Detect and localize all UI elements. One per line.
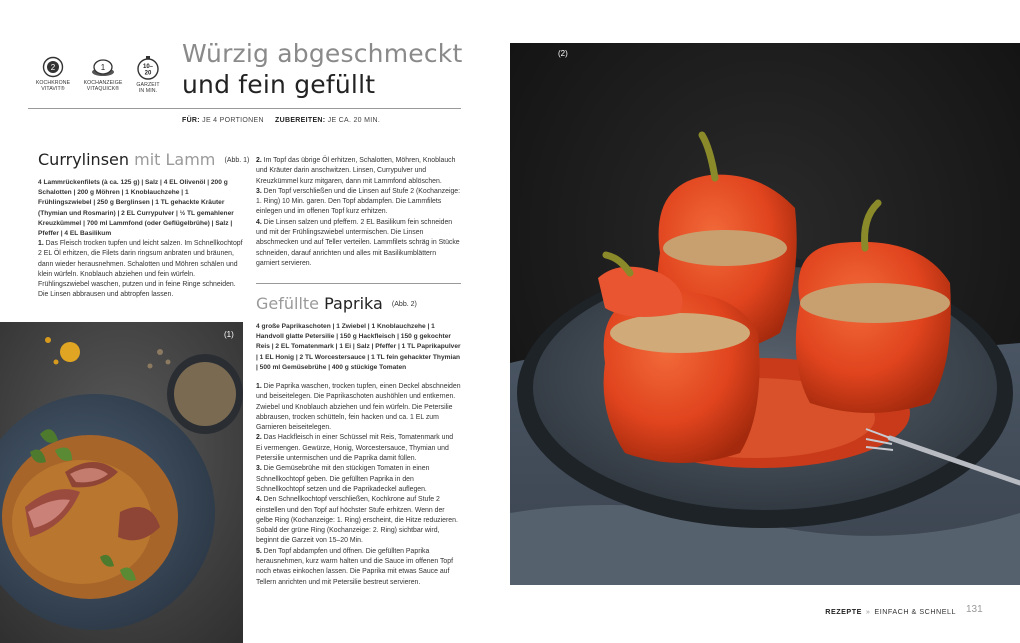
recipe1-steps-continued [256,156,461,269]
step-text: Die Gemüsebrühe mit den stückigen Tomaten in einen Schnellkochtopf geben. Die gefüllten Paprika in den Schnellkochtopf setzen und die Paprikadeckel auflegen. [256,465,430,493]
fuer-label: FÜR: [182,117,200,124]
step-number: 3. [256,465,262,473]
recipe1-title [38,150,249,169]
garzeit-icon [136,56,160,80]
svg-text:10–: 10– [142,64,154,70]
fuer-value: JE 4 PORTIONEN [202,117,264,124]
recipe2-title-b: Paprika [324,294,383,313]
kochkrone-caption-1: KOCHKRONE [35,80,71,86]
kochkrone-icon-group [33,56,73,92]
kochanzeige-caption-2: VITAQUICK® [86,86,120,92]
recipe2-ingredients: 4 große Paprikaschoten | 1 Zwiebel | 1 Knoblauchzehe | 1 Handvoll glatte Petersilie | 150 g Hackfleisch | 150 g gekochter Reis | 2 EL Tomatenmark | 1 Ei | Salz | Pfeffer | 1 TL Paprikapulver | 1 EL Honig | 2 TL Worcestersauce | 1 TL fein gehackter Thymian | 500 ml Gemüsebrühe | 400 g stückige Tomaten [256,323,461,371]
recipe1-title-a: Currylinsen [38,150,130,169]
step-text: Das Fleisch trocken tupfen und leicht salzen. Im Schnellkochtopf 2 EL Öl erhitzen, die Filets darin ringsum anbraten und bräunen, dann wieder herausnehmen. Schalotten und Möhren schälen und klein würfeln. Knoblauch abziehen und fein würfeln. Frühlingszwiebel waschen, putzen und in feine Ringe schneiden. Die Linsen abbrausen und abtropfen lassen. [38,240,243,299]
recipe2-steps [256,382,461,588]
kochkrone-icon [41,56,65,78]
kochkrone-caption-2: VITAVIT® [41,86,65,92]
recipe2-title [256,294,417,313]
zubereiten-label: ZUBEREITEN: [275,117,326,124]
garzeit-caption-1: GARZEIT [136,82,160,88]
step-text: Das Hackfleisch in einer Schüssel mit Reis, Tomatenmark und Ei vermengen. Gewürze, Honig, Worcestersauce, Thymian und Petersilie untermischen und die Paprika damit füllen. [256,434,454,463]
kochanzeige-caption-1: KOCHANZEIGE [83,80,123,86]
footer-section: REZEPTE [825,607,862,616]
header-rule [28,108,461,109]
recipe2-title-a: Gefüllte [256,294,320,313]
recipe1-title-b: mit Lamm [134,150,216,169]
peppers-photo-label: (2) [558,49,568,58]
step-number: 3. [256,187,262,195]
page-number: 131 [966,604,983,615]
step-number: 1. [256,383,262,390]
kochkrone-glyph: 2 [50,63,56,72]
kochanzeige-glyph: 1 [100,63,106,72]
kochanzeige-icon [90,56,116,78]
step-text: Den Topf verschließen und die Linsen auf Stufe 2 (Kochanzeige: 1. Ring) 10 Min. garen. Den Topf abdampfen. Die Lammfilets einlegen und im offenen Topf kurz erhitzen. [256,187,461,216]
footer-breadcrumb [825,607,956,616]
lentils-photo-label: (1) [224,330,234,339]
title-line-2: und fein gefüllt [182,70,376,99]
title-line-1: Würzig abgeschmeckt [182,39,463,68]
garzeit-caption-2: IN MIN. [138,88,158,94]
lentils-photo [0,322,243,643]
zubereiten-value: JE CA. 20 MIN. [327,117,381,124]
svg-text:20: 20 [144,70,152,77]
step-number: 4. [256,496,262,504]
recipe-meta [182,117,380,124]
recipe-divider [256,283,461,284]
recipe2-abb: (Abb. 2) [391,301,417,308]
chevron-right-icon: » [865,607,871,616]
kochanzeige-icon-group [83,56,123,92]
page-title [182,38,472,100]
recipe1-ingredients: 4 Lammrückenfilets (à ca. 125 g) | Salz | 4 EL Olivenöl | 200 g Schalotten | 200 g Möhren | 1 Knoblauchzehe | 1 Frühlingszwiebel | 250 g Berglinsen | 1 TL gehackte Kräuter (Thymian und Rosmarin) | 2 EL Currypulver | ½ TL gemahlener Kreuzkümmel | 700 ml Lammfond (oder Geflügelbrühe) | Salz | Pfeffer | 4 EL Basilikum [38,179,234,238]
step-text: Die Linsen salzen und pfeffern. 2 EL Basilikum fein schneiden und mit der Frühlingszwiebel untermischen. Die Linsen abschmecken und auf Teller verteilen. Lammfilets schräg in Stücke schneiden, darauf anrichten und alles mit Basilikumblättern garniert servieren. [256,218,460,267]
step-number: 4. [256,218,262,226]
recipe1-abb: (Abb. 1) [224,157,250,164]
footer-subsection: EINFACH & SCHNELL [874,607,956,616]
step-text: Den Schnellkochtopf verschließen, Kochkrone auf Stufe 2 einstellen und den Topf auf höchster Stufe erhitzen. Wenn der gelbe Ring (Kochanzeige: 1. Ring) erscheint, die Hitze reduzieren. Sobald der grüne Ring (Kochanzeige: 2. Ring) sichtbar wird, beginnt die Garzeit von 15–20 Min. [256,496,458,545]
step-text: Den Topf abdampfen und öffnen. Die gefüllten Paprika herausnehmen, kurz warm halten und die Sauce im offenen Topf noch etwas einkochen lassen. Die Paprika mit etwas Sauce auf Tellern anrichten und mit Petersilie bestreut servieren. [256,547,454,586]
peppers-photo [510,43,1020,585]
step-text: Im Topf das übrige Öl erhitzen, Schalotten, Möhren, Knoblauch und Kräuter darin anschwitzen. Linsen, Currypulver und Kreuzkümmel kurz mitgaren, dann mit Lammfond ablöschen. [256,157,456,185]
step-number: 2. [256,157,262,164]
step-number: 5. [256,547,262,555]
step-number: 2. [256,434,262,442]
step-text: Die Paprika waschen, trocken tupfen, einen Deckel abschneiden und beiseitelegen. Die Paprikaschoten aushöhlen und entkernen. Zwiebel und Knoblauch abziehen und fein würfeln. Die Petersilie abbrausen, trocken schütteln, fein hacken und ca. 1 EL zum Garnieren beiseitelegen. [256,383,461,432]
recipe1-step-1 [38,239,243,301]
step-number: 1. [38,240,44,247]
garzeit-icon-group [128,56,168,94]
